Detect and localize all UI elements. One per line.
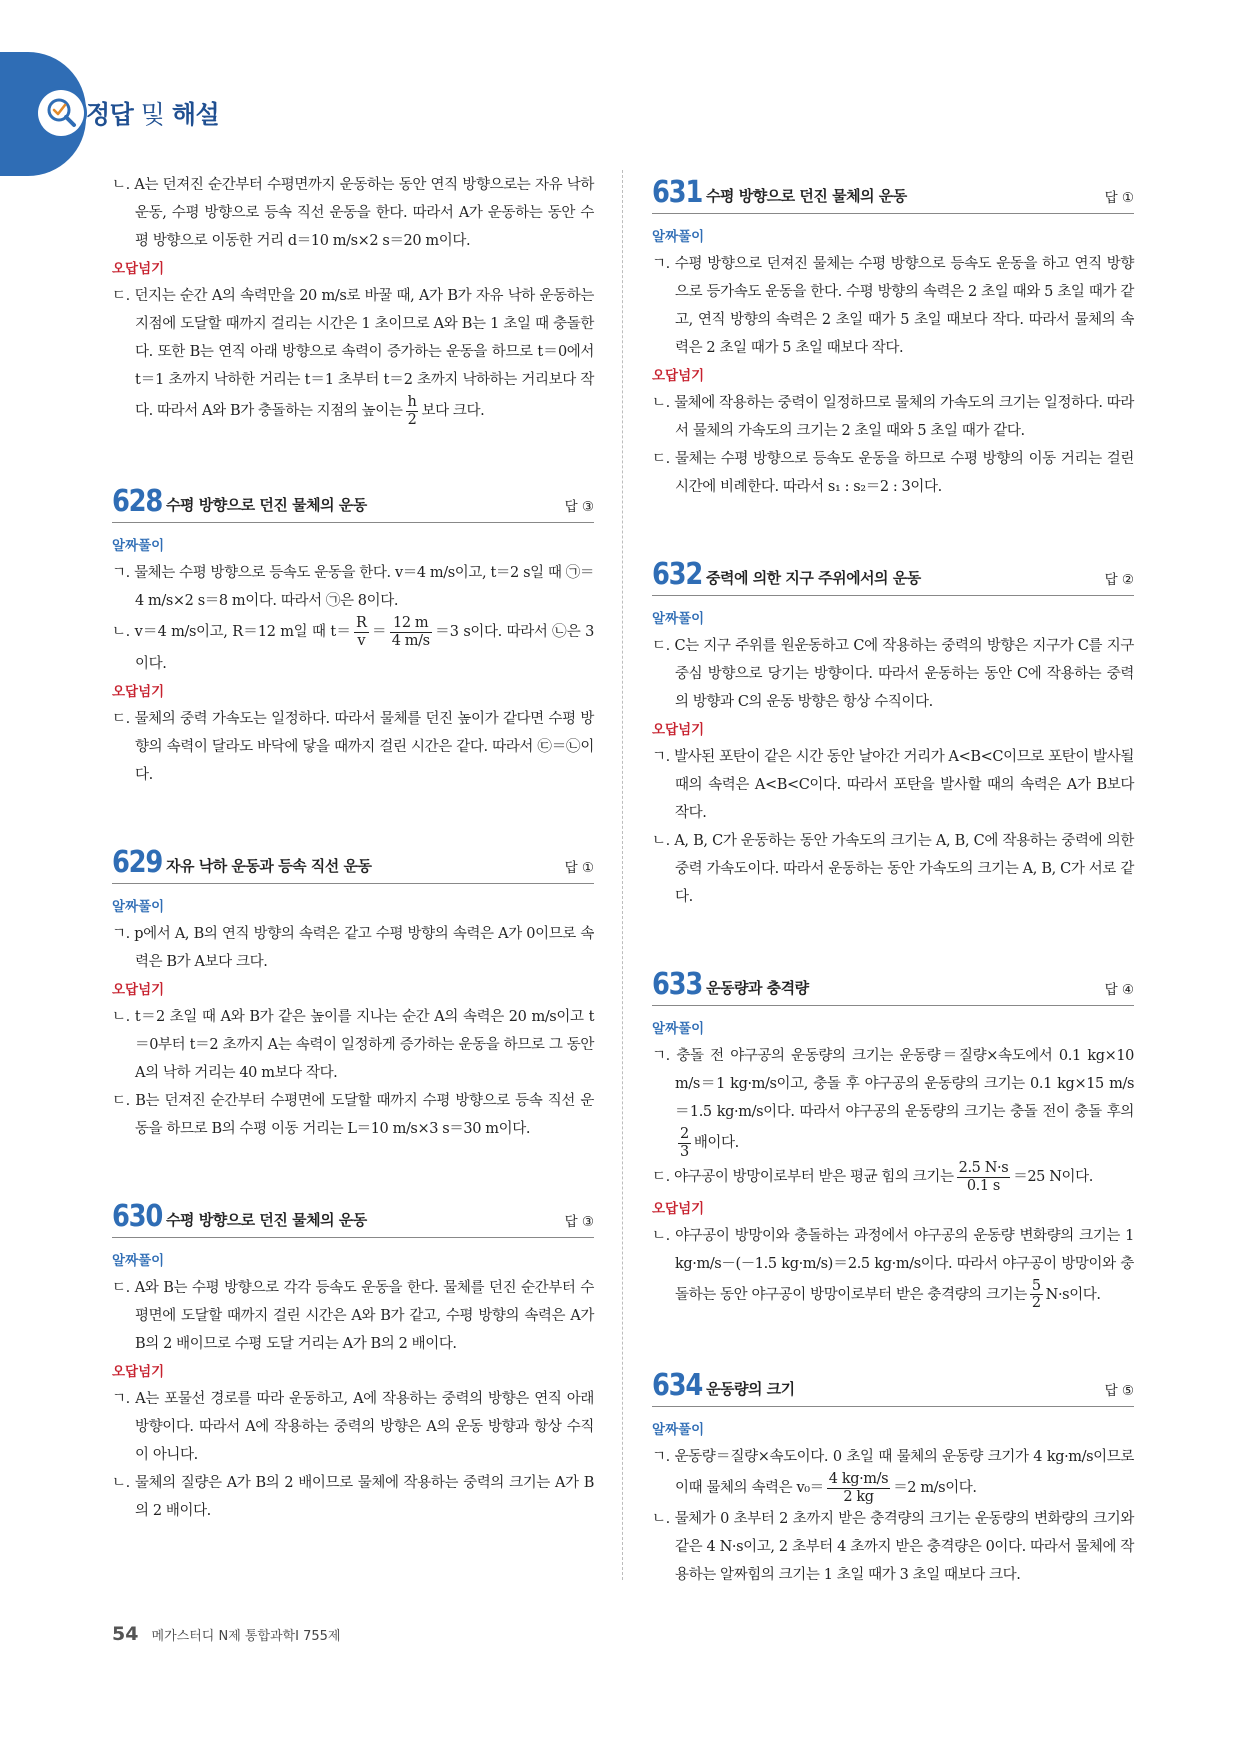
item-text: N·s이다. xyxy=(1045,1286,1101,1303)
wrong-answers-label: 오답넘기 xyxy=(652,722,705,738)
wrong-answers-label: 오답넘기 xyxy=(112,1363,165,1380)
fraction xyxy=(957,1160,1011,1194)
fraction-denominator: 2 xyxy=(1031,1295,1041,1312)
question-number: 629 xyxy=(112,844,162,880)
question-number: 634 xyxy=(652,1368,702,1404)
item-text: ＝25 N이다. xyxy=(1013,1169,1093,1186)
fraction-numerator: 12 m xyxy=(390,615,432,633)
header-title-part: 해설 xyxy=(171,100,220,129)
question-title: 수평 방향으로 던진 물체의 운동 xyxy=(166,1210,367,1229)
question-title: 수평 방향으로 던진 물체의 운동 xyxy=(706,187,907,205)
section-header xyxy=(112,841,594,884)
page-footer xyxy=(112,1623,340,1645)
question-title: 수평 방향으로 던진 물체의 운동 xyxy=(166,496,367,515)
item-marker: ㄴ. xyxy=(652,1227,670,1244)
section-header xyxy=(652,963,1134,1006)
fraction-denominator: v xyxy=(357,633,366,650)
answer-item xyxy=(112,1385,594,1469)
fraction-numerator: 5 xyxy=(1031,1277,1041,1294)
explanation-label: 알짜풀이 xyxy=(652,611,705,627)
section-header xyxy=(652,553,1134,596)
left-column xyxy=(112,171,594,1525)
answer-item xyxy=(652,1222,1134,1312)
question-title: 운동량의 크기 xyxy=(706,1380,795,1399)
item-text: 물체는 수평 방향으로 등속도 운동을 하므로 수평 방향의 이동 거리는 걸린 시간에 비례한다. 따라서 s₁ : s₂＝2 : 3이다. xyxy=(674,451,1134,495)
header-title-part: 정답 xyxy=(86,100,134,129)
explanation-label: 알짜풀이 xyxy=(652,229,705,245)
answer-item xyxy=(112,1087,594,1143)
answer-key: 답 ③ xyxy=(564,499,594,516)
magnifier-check-icon xyxy=(38,90,84,136)
item-text: 물체의 질량은 A가 B의 2 배이므로 물체에 작용하는 중력의 크기는 A가 B의 2 배이다. xyxy=(134,1474,594,1519)
explanation-label: 알짜풀이 xyxy=(652,1021,705,1037)
fraction-denominator: 4 m/s xyxy=(391,633,430,650)
answer-item xyxy=(652,1042,1134,1160)
item-marker: ㄷ. xyxy=(652,638,670,654)
fraction-numerator: h xyxy=(407,394,417,410)
answer-item xyxy=(112,282,594,428)
item-marker: ㄴ. xyxy=(652,1511,670,1528)
answer-key: 답 ④ xyxy=(1104,982,1134,998)
answer-item xyxy=(652,250,1134,362)
answer-item xyxy=(112,615,594,677)
item-text: ＝2 m/s이다. xyxy=(893,1480,977,1497)
answer-key: 답 ③ xyxy=(564,1213,594,1230)
wrong-answers-label: 오답넘기 xyxy=(112,261,165,277)
fraction-denominator: 2 kg xyxy=(843,1488,874,1505)
item-marker: ㄱ. xyxy=(652,749,670,765)
item-text: 야구공이 방망이와 충돌하는 과정에서 야구공의 운동량 변화량의 크기는 1 kg·m/s－(－1.5 kg·m/s)＝2.5 kg·m/s이다. 따라서 야구공이 방망이와 충돌하는 동안 야구공이 방망이로부터 받은 충격량의 크기는 xyxy=(675,1227,1134,1303)
fraction xyxy=(1030,1278,1043,1312)
question-number: 628 xyxy=(112,484,162,520)
item-marker: ㄱ. xyxy=(112,925,130,942)
explanation-label: 알짜풀이 xyxy=(112,898,165,915)
item-text: 야구공이 방망이로부터 받은 평균 힘의 크기는 xyxy=(674,1169,954,1186)
explanation-label: 알짜풀이 xyxy=(652,1422,705,1439)
fraction-denominator: 3 xyxy=(680,1143,689,1160)
item-text: 배이다. xyxy=(693,1135,739,1152)
question-title: 중력에 의한 지구 주위에서의 운동 xyxy=(706,569,921,587)
item-text: 수평 방향으로 던져진 물체는 수평 방향으로 등속도 운동을 하고 연직 방향으로 등가속도 운동을 한다. 수평 방향의 속력은 2 초일 때와 5 초일 때가 같고, 연직 방향의 속력은 2 초일 때가 5 초일 때보다 작다. 따라서 물체의 속력은 2 초일 때가 5 초일 때보다 작다. xyxy=(674,256,1134,356)
section-633 xyxy=(652,963,1134,1312)
item-marker: ㄴ. xyxy=(112,177,130,193)
right-column xyxy=(652,171,1134,1589)
answer-item xyxy=(652,827,1134,911)
item-marker: ㄴ. xyxy=(652,833,670,849)
item-text: 물체는 수평 방향으로 등속도 운동을 한다. v＝4 m/s이고, t＝2 s일 때 ㉠＝4 m/s×2 s＝8 m이다. 따라서 ㉠은 8이다. xyxy=(134,565,594,610)
answer-item xyxy=(652,1443,1134,1505)
question-number: 633 xyxy=(652,967,702,1002)
item-text: 물체에 작용하는 중력이 일정하므로 물체의 가속도의 크기는 일정하다. 따라서 물체의 가속도의 크기는 2 초일 때와 5 초일 때가 같다. xyxy=(674,395,1134,439)
item-text: A는 포물선 경로를 따라 운동하고, A에 작용하는 중력의 방향은 연직 아래 방향이다. 따라서 A에 작용하는 중력의 방향은 A의 운동 방향과 항상 수직이 아니다. xyxy=(135,1390,595,1463)
page-number: 54 xyxy=(112,1623,139,1645)
item-text: 보다 크다. xyxy=(421,403,485,420)
question-title: 운동량과 충격량 xyxy=(706,979,809,997)
question-title: 자유 낙하 운동과 등속 직선 운동 xyxy=(166,856,372,875)
answer-item xyxy=(112,1274,594,1358)
section-header xyxy=(112,480,594,523)
page-header-title xyxy=(86,95,219,131)
answer-item xyxy=(112,1003,594,1087)
fraction-numerator: R xyxy=(355,615,367,632)
answer-item xyxy=(112,920,594,976)
item-marker: ㄷ. xyxy=(112,1279,130,1296)
question-number: 630 xyxy=(112,1198,162,1234)
item-marker: ㄴ. xyxy=(112,1008,130,1025)
header-title-part: 및 xyxy=(133,100,172,129)
item-text: ＝3 s이다. 따라서 ㉡은 3이다. xyxy=(135,624,594,672)
answer-key: 답 ① xyxy=(564,859,594,876)
answer-item xyxy=(112,705,594,789)
section-630 xyxy=(112,1195,594,1525)
answer-key: 답 ① xyxy=(1104,190,1134,206)
answer-item xyxy=(112,171,594,255)
question-number: 631 xyxy=(652,175,702,210)
item-marker: ㄷ. xyxy=(112,288,130,304)
answer-item xyxy=(652,389,1134,445)
item-text: B는 던져진 순간부터 수평면에 도달할 때까지 수평 방향으로 등속 직선 운동을 하므로 B의 수평 이동 거리는 L＝10 m/s×3 s＝30 m이다. xyxy=(135,1092,595,1137)
item-text: C는 지구 주위를 원운동하고 C에 작용하는 중력의 방향은 지구가 C를 지구 중심 방향으로 당기는 방향이다. 따라서 운동하는 동안 C에 작용하는 중력의 방향과 C의 운동 방향은 항상 수직이다. xyxy=(674,638,1134,710)
fraction xyxy=(390,615,432,649)
fraction xyxy=(406,394,419,428)
item-marker: ㄱ. xyxy=(652,1048,670,1064)
section-629 xyxy=(112,841,594,1143)
explanation-label: 알짜풀이 xyxy=(112,1252,165,1269)
fraction-numerator: 2 xyxy=(680,1126,689,1142)
item-marker: ㄴ. xyxy=(112,1474,130,1491)
book-title: 메가스터디 N제 통합과학Ⅰ 755제 xyxy=(151,1629,341,1644)
answer-key: 답 ② xyxy=(1104,572,1134,588)
item-text: 충돌 전 야구공의 운동량의 크기는 운동량＝질량×속도에서 0.1 kg×10 m/s＝1 kg·m/s이고, 충돌 후 야구공의 운동량의 크기는 0.1 kg×15 m/s＝1.5 kg·m/s이다. 따라서 야구공의 운동량의 크기는 충돌 전이 충돌 후의 xyxy=(675,1048,1134,1120)
item-marker: ㄱ. xyxy=(112,1390,130,1407)
item-text: ＝ xyxy=(371,624,387,641)
answer-item xyxy=(112,1469,594,1525)
item-text: 발사된 포탄이 같은 시간 동안 날아간 거리가 A<B<C이므로 포탄이 발사될 때의 속력은 A<B<C이다. 따라서 포탄을 발사할 때의 속력은 A가 B보다 작다. xyxy=(674,749,1134,821)
item-text: t＝2 초일 때 A와 B가 같은 높이를 지나는 순간 A의 속력은 20 m/s이고 t＝0부터 t＝2 초까지 A는 속력이 일정하게 증가하는 운동을 하므로 그 동안 A의 낙하 거리는 40 m보다 작다. xyxy=(134,1008,594,1081)
section-628 xyxy=(112,480,594,788)
section-header xyxy=(112,1195,594,1238)
section-634 xyxy=(652,1364,1134,1589)
item-marker: ㄷ. xyxy=(652,1169,670,1186)
answer-item xyxy=(652,1160,1134,1194)
fraction-numerator: 2.5 N·s xyxy=(958,1160,1009,1177)
answer-item xyxy=(652,445,1134,501)
column-divider xyxy=(622,170,623,1580)
fraction-denominator: 2 xyxy=(407,411,417,428)
section-632 xyxy=(652,553,1134,911)
item-marker: ㄷ. xyxy=(112,1092,130,1109)
fraction-denominator: 0.1 s xyxy=(966,1178,1000,1195)
section-header xyxy=(652,1364,1134,1407)
item-text: 운동량＝질량×속도이다. 0 초일 때 물체의 운동량 크기가 4 kg·m/s이므로 이때 물체의 속력은 v₀＝ xyxy=(674,1449,1134,1497)
item-text: A는 던져진 순간부터 수평면까지 운동하는 동안 연직 방향으로는 자유 낙하 운동, 수평 방향으로 등속 직선 운동을 한다. 따라서 A가 운동하는 동안 수평 방향으로 이동한 거리 d＝10 m/s×2 s＝20 m이다. xyxy=(134,177,594,249)
item-text: 던지는 순간 A의 속력만을 20 m/s로 바꿀 때, A가 B가 자유 낙하 운동하는 지점에 도달할 때까지 걸리는 시간은 1 초이므로 A와 B는 1 초일 때 충돌한다. 또한 B는 연직 아래 방향으로 속력이 증가하는 운동을 하므로 t＝0에서 t＝1 초까지 낙하한 거리는 t＝1 초부터 t＝2 초까지 낙하하는 거리보다 작다. 따라서 A와 B가 충돌하는 지점의 높이는 xyxy=(134,288,594,420)
item-text: v＝4 m/s이고, R＝12 m일 때 t＝ xyxy=(134,624,351,641)
item-marker: ㄷ. xyxy=(652,451,670,467)
item-text: A, B, C가 운동하는 동안 가속도의 크기는 A, B, C에 작용하는 중력에 의한 중력 가속도이다. 따라서 운동하는 동안 가속도의 크기는 A, B, C가 서로 같다. xyxy=(674,833,1134,905)
section-631 xyxy=(652,171,1134,501)
item-marker: ㄴ. xyxy=(652,395,670,411)
answer-item xyxy=(652,632,1134,716)
fraction xyxy=(354,615,369,649)
item-text: 물체가 0 초부터 2 초까지 받은 충격량의 크기는 운동량의 변화량의 크기와 같은 4 N·s이고, 2 초부터 4 초까지 받은 충격량은 0이다. 따라서 물체에 작용하는 알짜힘의 크기는 1 초일 때가 3 초일 때보다 크다. xyxy=(674,1511,1135,1584)
answer-item xyxy=(652,1505,1134,1589)
item-marker: ㄱ. xyxy=(652,1449,670,1466)
item-text: A와 B는 수평 방향으로 각각 등속도 운동을 한다. 물체를 던진 순간부터 수평면에 도달할 때까지 걸린 시간은 A와 B가 같고, 수평 방향의 속력은 A가 B의 2 배이므로 수평 도달 거리는 A가 B의 2 배이다. xyxy=(134,1279,594,1352)
wrong-answers-label: 오답넘기 xyxy=(112,981,165,998)
answer-item xyxy=(112,559,594,615)
answer-key: 답 ⑤ xyxy=(1104,1383,1134,1400)
fraction xyxy=(678,1126,691,1160)
section-header xyxy=(652,171,1134,214)
fraction xyxy=(827,1471,890,1505)
wrong-answers-label: 오답넘기 xyxy=(652,1200,705,1217)
item-text: p에서 A, B의 연직 방향의 속력은 같고 수평 방향의 속력은 A가 0이므로 속력은 B가 A보다 크다. xyxy=(134,925,594,970)
wrong-answers-label: 오답넘기 xyxy=(112,683,165,700)
wrong-answers-label: 오답넘기 xyxy=(652,368,705,384)
section-intro-continued xyxy=(112,171,594,428)
answer-item xyxy=(652,743,1134,827)
item-marker: ㄷ. xyxy=(112,710,130,727)
item-marker: ㄴ. xyxy=(112,624,130,641)
question-number: 632 xyxy=(652,557,702,592)
item-marker: ㄱ. xyxy=(652,256,670,272)
item-marker: ㄱ. xyxy=(112,565,130,582)
item-text: 물체의 중력 가속도는 일정하다. 따라서 물체를 던진 높이가 같다면 수평 방향의 속력이 달라도 바닥에 닿을 때까지 걸린 시간은 같다. 따라서 ㉢＝㉡이다. xyxy=(134,710,594,783)
fraction-numerator: 4 kg·m/s xyxy=(828,1471,889,1488)
explanation-label: 알짜풀이 xyxy=(112,538,165,555)
